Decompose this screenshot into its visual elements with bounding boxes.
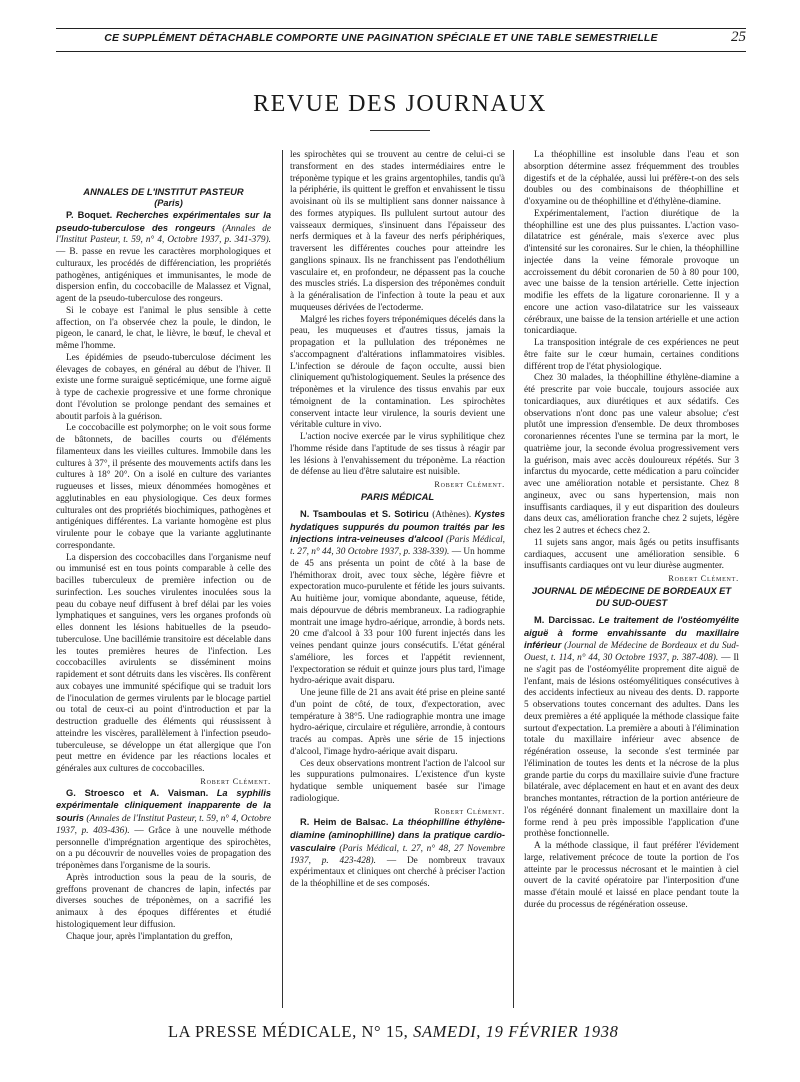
article-text: — B. passe en revue les caractères morphologiques et culturaux, les procédés de différenciation, les propriétés pathogènes, antigéniques et immunisantes, le mode de dispersion enfin, du coccobacille de Malassez et Vignal, agent de la pseudo-tuberculose des rongeurs.: [56, 247, 271, 304]
article-title: Le traitement de l'ostéomyélite aiguë à forme envahissante du maxillaire inférieur: [524, 614, 739, 651]
footer-day: SAMEDI,: [413, 1022, 482, 1041]
paragraph: Une jeune fille de 21 ans avait été prise en pleine santé d'un point de côté, de toux, d'expectoration, avec température à 38°5. Une radiographie montra une image hydro-aérique, circulaire et régulière, arrondie, à contours tracés au compas. Après une série de 15 injections d'alcool, l'image hydro-aérique avait disparu.: [290, 688, 506, 757]
article-text: — Il ne s'agit pas de l'ostéomyélite proprement dite aiguë de l'enfant, mais de lésions ostéomyélitiques consécutives à des accidents infectieux au niveau des dents. D. rapporte 5 observations toutes concernant des adultes. Dans les deux premières a été appliquée la méthode classique faite surtout d'expectation. La première a abouti à l'élimination totale du maxillaire inférieur avec absence de régénération osseuse, la seconde s'est terminée par l'élimination de toutes les dents et la nécrose de la plus grande partie du corps du maxillaire suivie d'une fracture bilatérale, avec déplacement en haut et en avant des deux branches montantes, rétraction de la portion antérieure de l'os régénéré donnant finalement un maxillaire dont la forme rend à peu près impossible l'application d'une prothèse fonctionnelle.: [524, 653, 740, 840]
paragraph: 11 sujets sans angor, mais âgés ou petits insuffisants cardiaques, accusent une amélioration sensible. 6 insuffisants cardiaques ont vu leur diurèse augmenter.: [524, 537, 739, 572]
paragraph: La dispersion des coccobacilles dans l'organisme neuf ou immunisé est en tous points comparable à celle des bacilles tuberculeux de première infection ou de surinfection. Les souches virulentes inoculées sous la peau du cobaye neuf diffusent à bref délai par les voies lymphatiques et sanguines, vers les organes profonds où elles donnent les lésions habituelles de la pseudo-tuberculose. Une bacillémie transitoire est décelable dans les toutes premières heures de l'infection. Les coccobacilles avirulents se disséminent moins rapidement et sont détruits dans les viscères. Ils confèrent aux cobayes une immunité spécifique qui se traduit lors de l'inoculation de germes virulents par le blocage partiel ou total de ceux-ci au point d'introduction et par la destruction graduelle des éléments qui réussissent à atteindre les viscères, parallèlement à l'infection pseudo-tuberculeuse, se développe un état allergique que l'on peut mettre en évidence par les réactions locales et générales aux cultures de coccobacilles.: [56, 552, 271, 774]
page-number: 25: [731, 29, 746, 45]
paragraph: Après introduction sous la peau de la souris, de greffons provenant de chancres de lapin, infectés par diverses souches de tréponèmes, on a sacrifié les animaux à des époques différentes et étudié histologiquement leur diffusion.: [56, 872, 271, 930]
page-title: REVUE DES JOURNAUX: [253, 91, 547, 117]
article-reference: (Annales de l'Institut Pasteur, t. 59, n° 4, Octobre 1937, p. 403-436).: [56, 814, 271, 836]
signature: [524, 573, 739, 585]
section-heading: ANNALES DE L'INSTITUT PASTEUR: [83, 186, 244, 197]
article-4: [290, 817, 505, 891]
paragraph: Chaque jour, après l'implantation du greffon,: [66, 931, 233, 942]
page-footer: [168, 1022, 768, 1042]
signature-name: Robert Clément.: [200, 776, 271, 786]
article-3: [290, 509, 505, 688]
article-1: [56, 210, 271, 306]
footer-journal: LA PRESSE MÉDICALE,: [168, 1022, 357, 1041]
paragraph: Le coccobacille est polymorphe; on le voit sous forme de bâtonnets, de bacilles courts ou d'éléments filamenteux dans les vieilles cultures. Immobile dans les cultures à 37°, il présente des mouvements actifs dans les cultures à 18° 20°. On a isolé en culture des variantes rugueuses et lisses, mieux dénommées homogènes et agglutinables en eau physiologique. Ces deux formes culturales ont des propriétés biochimiques, pathogènes et antigéniques différentes. La variante homogène est plus virulente pour le cobaye que la variante agglutinante correspondante.: [56, 423, 271, 551]
footer-issue: N° 15,: [361, 1022, 409, 1041]
paragraph: Si le cobaye est l'animal le plus sensible à cette affection, on l'a observée chez la poule, le dindon, le pigeon, le canard, le chat, le lièvre, le bœuf, le cheval et même l'homme.: [56, 305, 271, 351]
article-title: La théophilline éthylène-diamine (aminophilline) dans la pratique cardio-vasculaire: [290, 817, 505, 853]
paragraph: Chez 30 malades, la théophilline éthylène-diamine a été prescrite par voie buccale, toujours associée aux tonicardiaques, aux diurétiques et aux sédatifs. Ces observations n'ont donc pas une valeur absolue; c'est plutôt une impression d'ensemble. De deux thromboses coronariennes récentes l'une se termina par la mort, le quatrième jour, la seconde évolua progressivement vers la guérison, mais avec accès douloureux répétés. Sur 3 infarctus du myocarde, cette médication a paru coïncider avec une amélioration notable et persistante. Chez 8 angineux, avec ou sans hypertension, mais non insuffisants cardiaques, il y eut disparition des douleurs dans deux cas, amélioration franche chez 2 sujets, légère chez les 2 autres et échecs chez 2.: [524, 373, 739, 536]
paragraph: L'action nocive exercée par le virus syphilitique chez l'homme réside dans l'aptitude de ses tissus à réagir par les lésions à l'envahissement du tréponème. La réaction de défense au lieu d'être salutaire est nuisible.: [290, 432, 505, 478]
article-text: — Un homme de 45 ans présenta un point de côté à la base de l'hémithorax droit, avec toux sèche, légère fièvre et expectoration muco-purulente et fétide les jours suivants. Au huitième jour, vomique abondante, aqueuse, fétide, mais dépourvue de débris membraneux. La radiographie montrait une image hydro-aérique, arrondie, à bords nets. 20 cme d'alcool à 33 pour 100 furent injectés dans les veines pendant quinze jours consécutifs. L'état général s'améliore, les forces et l'appétit reviennent, l'expectoration se réduit et quinze jours plus tard, l'image hydro-aérique avait disparu.: [290, 547, 505, 687]
article-reference: (Annales de l'Institut Pasteur, t. 59, n° 4, Octobre 1937, p. 341-379).: [56, 223, 271, 246]
article-title: Recherches expérimentales sur la pseudo-tuberculose des rongeurs: [56, 209, 271, 233]
article-reference: (Paris Médical, t. 27, n° 48, 27 Novembre 1937, p. 423-428).: [290, 843, 505, 866]
article-author: N. Tsamboulas et S. Sotiricu: [300, 508, 429, 519]
article-text: — Grâce à une nouvelle méthode personnelle d'imprégnation argentique des spirochètes, on a pu découvrir de nouvelles voies de propagation des tréponèmes dans l'organisme de la souris.: [56, 825, 271, 871]
article-title: Kystes hydatiques suppurés du poumon traités par les injections intra-veineuses d'alcool: [290, 508, 505, 545]
paragraph: Ces deux observations montrent l'action de l'alcool sur les suppurations pulmonaires. L'existence d'un kyste hydatique semble uniquement basée sur l'image radiologique.: [290, 758, 505, 804]
section-heading: JOURNAL DE MÉDECINE DE BORDEAUX ET DU SUD-OUEST: [531, 584, 732, 608]
article-author: P. Boquet.: [66, 209, 113, 220]
article-text: — De nombreux travaux expérimentaux et cliniques ont cherché à préciser l'action de la théophilline et de ses composés.: [290, 855, 506, 889]
paragraph: Malgré les riches foyers tréponémiques décelés dans la peau, les muqueuses et d'autres tissus, jamais la propagation et la pullulation des tréponèmes ne s'accompagnent d'altérations inflammatoires visibles. L'infection se déroule de façon occulte, aussi bien cliniquement qu'histologiquement. Seules la présence des tréponèmes et la virulence des tissus envahis par eux témoignent de la contamination. Les spirochètes conservent intacte leur virulence, la souris devient une véritable culture in vivo.: [290, 314, 505, 431]
running-header: [56, 28, 746, 52]
article-2: [56, 788, 271, 873]
paragraph: La théophilline est insoluble dans l'eau et son absorption détermine assez fréquemment des troubles digestifs et de la céphalée, aussi lui préfère-t-on des sels doubles ou des combinaisons de théophilline et d'oxyamine ou de théophilline et d'éthylène-diamine.: [524, 150, 739, 207]
paragraph: les spirochètes qui se trouvent au centre de celui-ci se transforment en des stades intermédiaires entre le tréponème typique et les grains argentophiles, tandis qu'à la périphérie, ils quittent le greffon et envahissent le tissu avoisinant où ils se multiplient sans donner naissance à des formes atypiques. Ils pullulent surtout autour des vaisseaux dermiques, s'insinuent dans l'épaisseur des nerfs dermiques et à la faveur des nerfs périphériques, traversent les différentes couches pour atteindre les ganglions spinaux. Ils ne franchissent pas l'endothélium vasculaire et, en profondeur, ne dépassent pas la couche des muscles striés. La dispersion des tréponèmes conduit à la généralisation de l'infection à toute la peau et aux muqueuses dérivées de l'ectoderme.: [290, 150, 505, 313]
column-divider: [513, 150, 514, 1008]
article-title: La syphilis expérimentale cliniquement inapparente de la souris: [56, 787, 271, 823]
column-2: [290, 150, 505, 891]
section-subheading: (Paris): [154, 198, 183, 208]
signature-name: Robert Clément.: [434, 480, 505, 489]
running-title: CE SUPPLÉMENT DÉTACHABLE COMPORTE UNE PAGINATION SPÉCIALE ET UNE TABLE SEMESTRIELLE: [104, 32, 658, 44]
signature: [56, 776, 271, 788]
section-heading: PARIS MÉDICAL: [360, 490, 435, 502]
article-reference: (Paris Médical, t. 27, n° 44, 30 Octobre 1937, p. 338-339).: [290, 535, 505, 557]
signature: [290, 806, 505, 818]
column-divider: [282, 150, 283, 1008]
signature-name: Robert Clément.: [668, 574, 739, 583]
footer-date: 19 FÉVRIER 1938: [485, 1022, 619, 1041]
paragraph: La transposition intégrale de ces expériences ne peut être faite sur le cœur humain, certaines conditions différent trop de l'état physiologique.: [524, 338, 739, 372]
article-author: R. Heim de Balsac.: [300, 817, 389, 828]
column-1: [56, 186, 271, 943]
article-author: G. Stroesco et A. Vaisman.: [66, 787, 209, 798]
article-author: M. Darcissac.: [534, 614, 595, 625]
article-reference: (Journal de Médecine de Bordeaux et du Sud-Ouest, t. 114, n° 44, 30 Octobre 1937, p. 387-408).: [524, 641, 739, 663]
signature: [290, 479, 505, 491]
signature-name: Robert Clément.: [434, 806, 505, 816]
article-affiliation: (Athènes).: [432, 509, 472, 520]
article-5: [524, 615, 739, 841]
title-rule: [370, 130, 430, 131]
paragraph: Les épidémies de pseudo-tuberculose déciment les élevages de cobayes, en général au début de l'hiver. Il existe une forme suraiguë septicémique, une forme aiguë à type de cachexie progressive et une forme chronique dont l'évolution se prolonge pendant des semaines et aboutit parfois à la guérison.: [56, 352, 271, 422]
paragraph: Expérimentalement, l'action diurétique de la théophilline est une des plus puissantes. L'action vaso-dilatatrice est générale, mais s'exerce avec plus d'intensité sur les coronaires. Sur le chien, la théophilline injectée dans la veine fémorale provoque un accroissement du débit coronarien de 50 à 80 pour 100, avec une baisse de la tension artérielle. Cette injection modifie les effets de la ligature coronarienne. Il y a encore une action vaso-dilatatrice sur les vaisseaux cérébraux, une baisse de la tension artérielle et une action tonicardiaque.: [524, 208, 739, 337]
paragraph: A la méthode classique, il faut préférer l'évidement large, relativement précoce de toute la portion de l'os atteinte par le processus nécrosant et le maintien à ciel ouvert de la cavité opératoire par l'interposition d'une masse d'étain moulé et laissé en place pendant toute la durée du processus de régénération osseuse.: [524, 841, 739, 910]
column-3: [524, 150, 739, 912]
